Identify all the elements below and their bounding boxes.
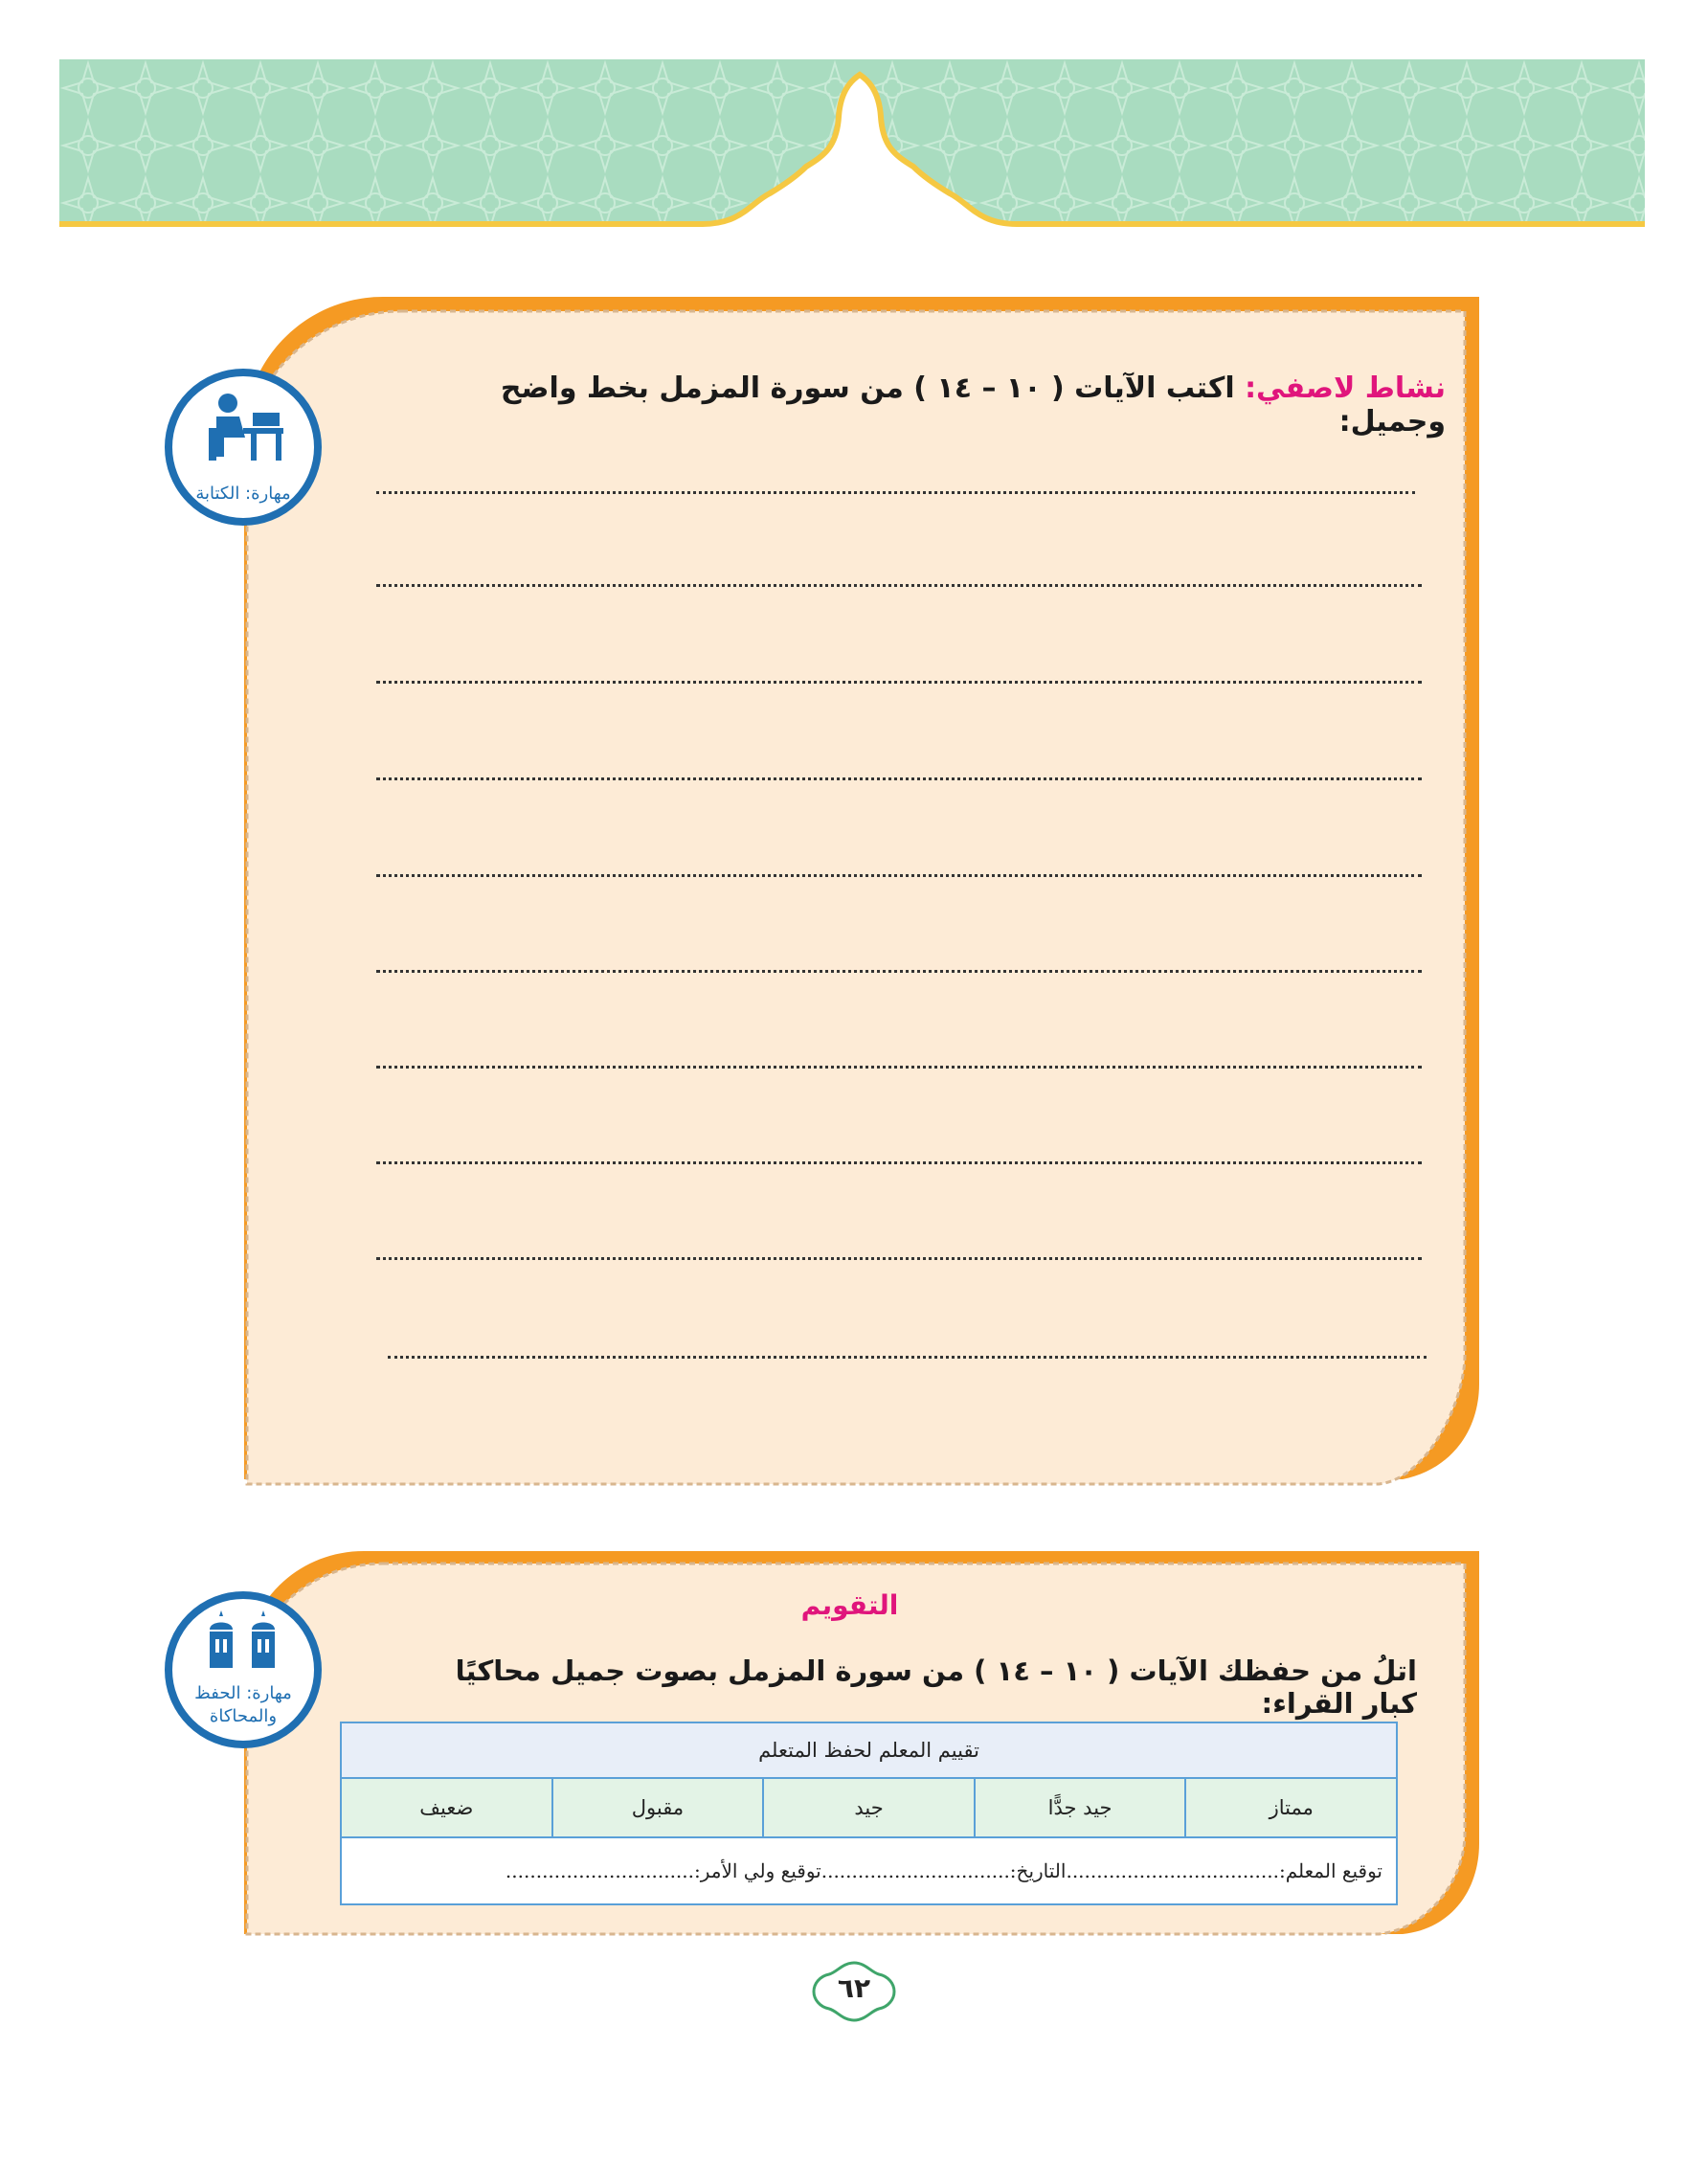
evaluation-heading: التقويم (800, 1589, 899, 1621)
skill-badge-writing (165, 369, 322, 526)
writing-line[interactable] (376, 681, 1422, 684)
grade-excellent[interactable]: ممتاز (1185, 1778, 1397, 1837)
student-writing-icon (195, 390, 291, 466)
page-number: ٦٢ (837, 1972, 871, 2004)
evaluation-instruction: اتلُ من حفظك الآيات ( ١٠ – ١٤ ) من سورة المزمل بصوت جميل محاكيًا كبار القراء: (455, 1655, 1417, 1720)
writing-line[interactable] (376, 874, 1422, 877)
writing-line[interactable] (376, 1066, 1422, 1069)
skill-badge-writing-label: مهارة: الكتابة (195, 484, 291, 504)
grade-very-good[interactable]: جيد جدًّا (975, 1778, 1186, 1837)
writing-line[interactable] (376, 970, 1422, 973)
grade-acceptable[interactable]: مقبول (552, 1778, 764, 1837)
grade-good[interactable]: جيد (763, 1778, 975, 1837)
signatures-row[interactable]: توقيع المعلم:...................................التاريخ:...............................توقيع ولي الأمر:............................... (341, 1837, 1397, 1904)
table-header: تقييم المعلم لحفظ المتعلم (341, 1722, 1397, 1778)
writing-line[interactable] (388, 1356, 1427, 1359)
top-banner (59, 59, 1645, 232)
mosque-minarets-icon (200, 1607, 286, 1674)
writing-line[interactable] (376, 777, 1422, 780)
writing-line[interactable] (376, 491, 1415, 494)
grade-weak[interactable]: ضعيف (341, 1778, 552, 1837)
writing-line[interactable] (376, 584, 1422, 587)
skill-badge-memorization-label-2: والمحاكاة (209, 1706, 278, 1726)
writing-line[interactable] (376, 1257, 1422, 1260)
activity-prefix: نشاط لاصفي: (1245, 371, 1446, 405)
skill-badge-memorization-label-1: مهارة: الحفظ (194, 1683, 292, 1703)
skill-badge-memorization (165, 1591, 322, 1748)
writing-line[interactable] (376, 1161, 1422, 1164)
teacher-evaluation-table (340, 1722, 1398, 1905)
activity-instruction (460, 371, 1446, 439)
activity-panel (239, 292, 1489, 1494)
activity-instruction-text: اكتب الآيات ( ١٠ – ١٤ ) من سورة المزمل بخط واضح وجميل: (500, 371, 1446, 439)
